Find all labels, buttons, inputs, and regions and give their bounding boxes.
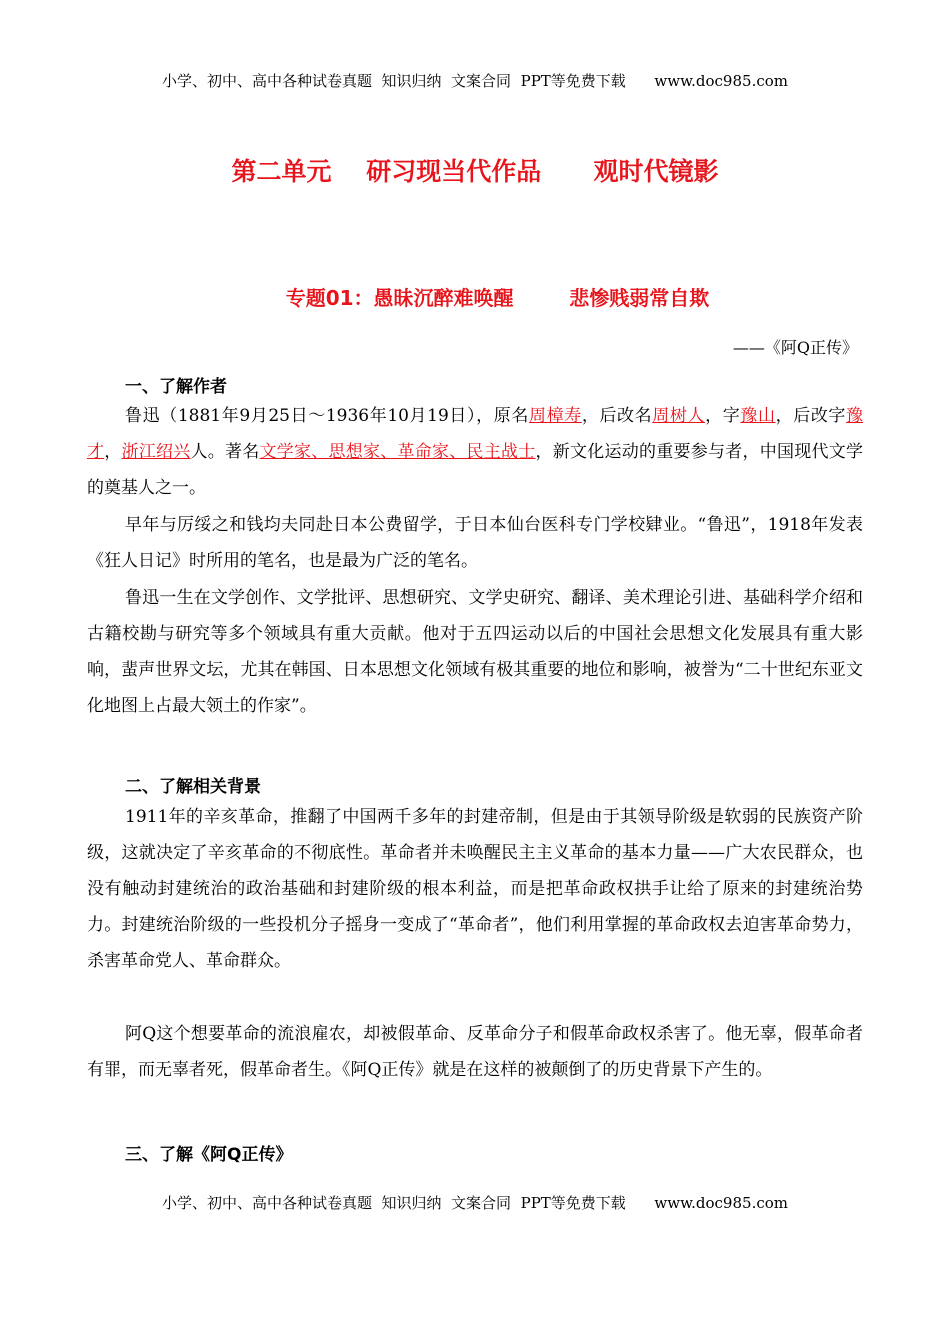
paragraph-author-contribution: 鲁迅一生在文学创作、文学批评、思想研究、文学史研究、翻译、美术理论引进、基础科学介绍和古籍校勘与研究等多个领域具有重大贡献。他对于五四运动以后的中国社会思想文化发展具有重大影响，蜚声世界文坛，尤其在韩国、日本思想文化领域有极其重要的地位和影响，被誉为“二十世纪东亚文化地图上占最大领土的作家”。 <box>87 588 863 716</box>
subtitle: ——《阿Q正传》 <box>732 338 858 357</box>
highlight-courtesy-name: 豫山 <box>740 406 776 426</box>
paragraph-background-ahq: 阿Q这个想要革命的流浪雇农，却被假革命、反革命分子和假革命政权杀害了。他无辜，假革命者有罪，而无辜者死，假革命者生。《阿Q正传》就是在这样的被颠倒了的历史背景下产生的。 <box>87 1024 863 1080</box>
topic-title: 专题01：愚昧沉醉难唤醒 悲惨贱弱常自欺 <box>285 286 710 310</box>
highlight-hometown: 浙江绍兴 <box>121 442 191 462</box>
highlight-changed-courtesy-name: 豫才 <box>87 406 864 462</box>
paragraph-author-study: 早年与厉绥之和钱均夫同赴日本公费留学，于日本仙台医科专门学校肄业。“鲁迅”，1918年发表《狂人日记》时所用的笔名，也是最为广泛的笔名。 <box>87 515 863 571</box>
page-footer: 小学、初中、高中各种试卷真题 知识归纳 文案合同 PPT等免费下载 www.doc985.com <box>161 1194 788 1212</box>
highlight-original-name: 周樟寿 <box>528 406 582 426</box>
highlight-changed-name: 周树人 <box>652 406 706 426</box>
section-heading-background: 二、了解相关背景 <box>125 777 261 797</box>
page-header: 小学、初中、高中各种试卷真题 知识归纳 文案合同 PPT等免费下载 www.doc985.com <box>161 72 788 90</box>
highlight-titles: 文学家、思想家、革命家、民主战士 <box>259 442 536 462</box>
paragraph-background-revolution: 1911年的辛亥革命，推翻了中国两千多年的封建帝制，但是由于其领导阶级是软弱的民族资产阶级，这就决定了辛亥革命的不彻底性。革命者并未唤醒民主主义革命的基本力量——广大农民群众，也没有触动封建统治的政治基础和封建阶级的根本利益，而是把革命政权拱手让给了原来的封建统治势力。封建统治阶级的一些投机分子摇身一变成了“革命者”，他们利用掌握的革命政权去迫害革命势力，杀害革命党人、革命群众。 <box>87 807 863 971</box>
section-heading-ahq: 三、了解《阿Q正传》 <box>125 1145 293 1165</box>
paragraph-author-bio: 鲁迅（1881年9月25日～1936年10月19日），原名周樟寿，后改名周树人，字豫山，后改字豫才，浙江绍兴人。著名文学家、思想家、革命家、民主战士，新文化运动的重要参与者，中国现代文学的奠基人之一。 <box>87 406 864 498</box>
section-heading-author: 一、了解作者 <box>125 377 227 397</box>
unit-title: 第二单元 研习现当代作品 观时代镜影 <box>231 157 719 186</box>
